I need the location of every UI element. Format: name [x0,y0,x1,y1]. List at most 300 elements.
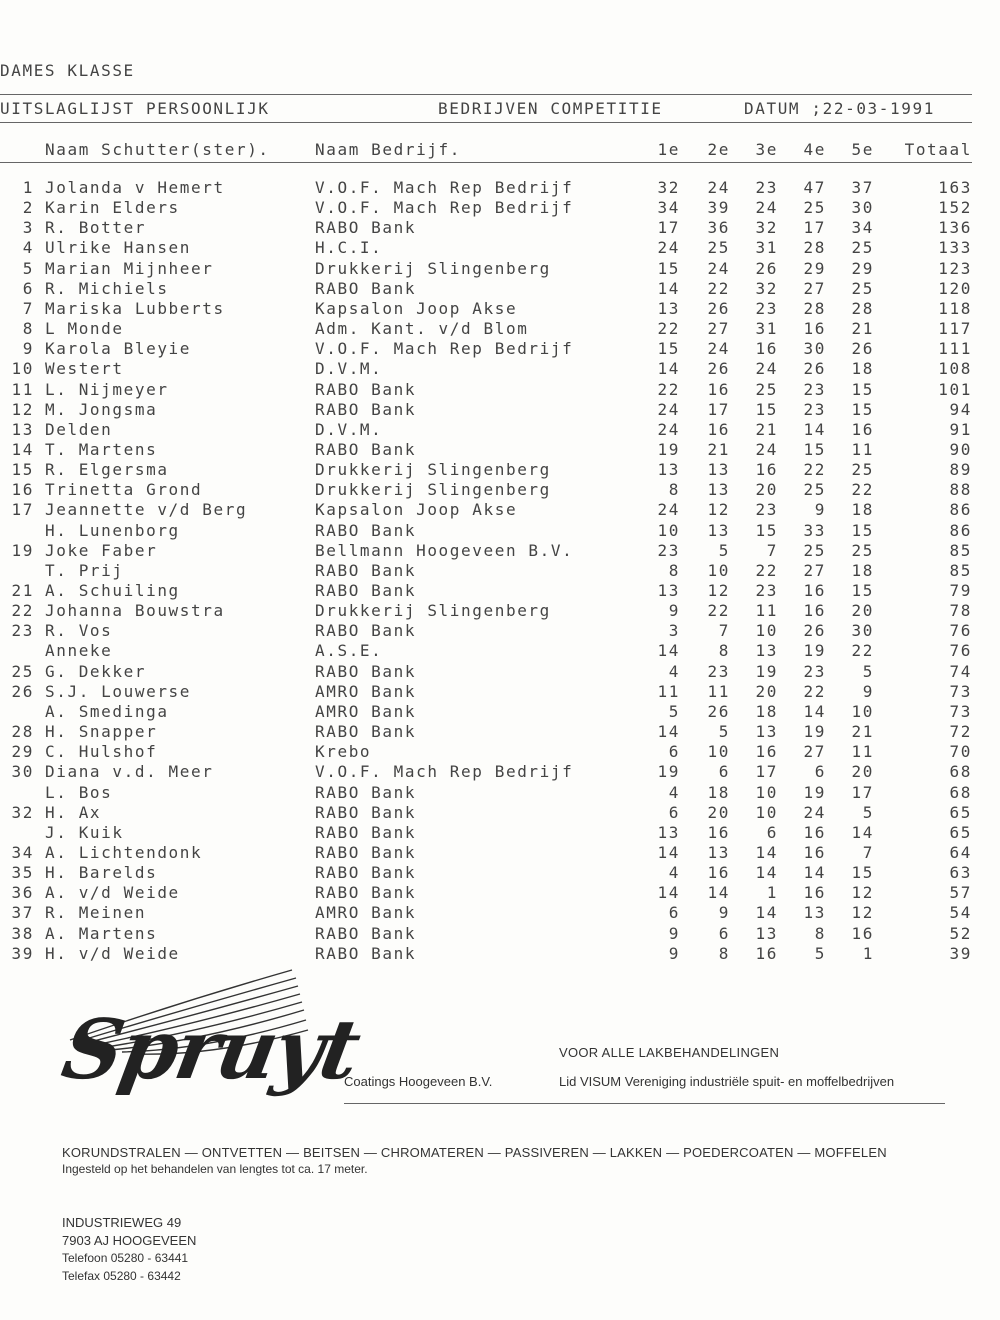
cell-score-1e: 6 [668,742,680,762]
address-street: INDUSTRIEWEG 49 [62,1215,182,1230]
cell-total: 90 [949,439,972,459]
cell-name: J. Kuik [45,822,124,842]
slogan: VOOR ALLE LAKBEHANDELINGEN [559,1045,780,1060]
cell-score-4e: 16 [803,842,826,862]
table-row [0,682,990,702]
cell-total: 73 [949,681,972,701]
cell-score-1e: 13 [657,460,680,480]
cell-score-5e: 21 [851,722,874,742]
cell-company: RABO Bank [315,842,417,862]
cell-score-5e: 7 [862,842,874,862]
column-header-1e: 1e [657,140,680,159]
cell-company: RABO Bank [315,520,417,540]
cell-company: Krebo [315,742,372,762]
cell-score-2e: 23 [707,661,730,681]
table-row [0,883,990,903]
cell-total: 85 [949,560,972,580]
cell-score-2e: 24 [707,258,730,278]
cell-score-5e: 15 [851,863,874,883]
cell-score-5e: 11 [851,439,874,459]
table-row [0,259,990,279]
cell-company: RABO Bank [315,822,417,842]
cell-score-2e: 14 [707,883,730,903]
cell-company: RABO Bank [315,782,417,802]
table-row [0,803,990,823]
cell-name: H. Lunenborg [45,520,180,540]
cell-score-1e: 11 [657,681,680,701]
cell-total: 65 [949,822,972,842]
cell-score-5e: 21 [851,319,874,339]
cell-total: 85 [949,540,972,560]
cell-rank: 16 [11,480,34,500]
cell-company: RABO Bank [315,399,417,419]
cell-name: Ulrike Hansen [45,238,192,258]
cell-total: 123 [938,258,972,278]
cell-score-4e: 14 [803,701,826,721]
cell-name: A. Lichtendonk [45,842,203,862]
cell-score-1e: 9 [668,923,680,943]
cell-score-2e: 16 [707,419,730,439]
logo-text: Spruyt [55,1002,366,1098]
cell-name: R. Meinen [45,903,147,923]
cell-rank: 30 [11,762,34,782]
cell-company: V.O.F. Mach Rep Bedrijf [315,198,574,218]
cell-company: AMRO Bank [315,903,417,923]
cell-score-3e: 18 [755,701,778,721]
cell-score-4e: 23 [803,379,826,399]
cell-score-5e: 12 [851,883,874,903]
cell-score-4e: 25 [803,540,826,560]
cell-score-2e: 16 [707,379,730,399]
table-row [0,823,990,843]
cell-name: Trinetta Grond [45,480,203,500]
cell-score-1e: 24 [657,238,680,258]
cell-score-4e: 22 [803,460,826,480]
cell-company: Kapsalon Joop Akse [315,500,518,520]
cell-score-3e: 14 [755,903,778,923]
cell-rank: 11 [11,379,34,399]
cell-company: V.O.F. Mach Rep Bedrijf [315,339,574,359]
table-row [0,279,990,299]
cell-name: A. Martens [45,923,158,943]
cell-score-5e: 25 [851,278,874,298]
spruyt-logo [55,962,366,1122]
cell-score-1e: 32 [657,178,680,197]
cell-name: H. Snapper [45,722,158,742]
cell-score-4e: 26 [803,359,826,379]
cell-total: 57 [949,883,972,903]
cell-company: RABO Bank [315,802,417,822]
cell-score-1e: 14 [657,842,680,862]
cell-score-1e: 34 [657,198,680,218]
cell-rank: 6 [22,278,34,298]
cell-score-1e: 10 [657,520,680,540]
cell-score-4e: 27 [803,560,826,580]
cell-score-4e: 28 [803,298,826,318]
cell-name: H. Ax [45,802,102,822]
cell-name: G. Dekker [45,661,147,681]
cell-score-5e: 10 [851,701,874,721]
cell-score-2e: 13 [707,460,730,480]
cell-name: Marian Mijnheer [45,258,214,278]
cell-score-1e: 24 [657,419,680,439]
table-row [0,521,990,541]
cell-score-5e: 20 [851,762,874,782]
cell-score-1e: 19 [657,762,680,782]
cell-total: 52 [949,923,972,943]
cell-score-3e: 17 [755,762,778,782]
cell-rank: 8 [22,319,34,339]
cell-score-5e: 1 [862,943,874,963]
cell-total: 39 [949,943,972,963]
cell-score-2e: 17 [707,399,730,419]
cell-rank: 37 [11,903,34,923]
cell-total: 118 [938,298,972,318]
cell-rank: 7 [22,298,34,318]
cell-score-3e: 13 [755,923,778,943]
cell-score-4e: 23 [803,661,826,681]
cell-score-4e: 5 [814,943,826,963]
column-header-total: Totaal [904,140,972,159]
cell-company: D.V.M. [315,359,383,379]
cell-score-3e: 1 [766,883,778,903]
cell-rank: 38 [11,923,34,943]
cell-score-3e: 24 [755,439,778,459]
cell-total: 88 [949,480,972,500]
cell-score-3e: 13 [755,722,778,742]
cell-score-3e: 14 [755,842,778,862]
cell-rank: 36 [11,883,34,903]
cell-score-5e: 26 [851,339,874,359]
table-row [0,722,990,742]
cell-name: Johanna Bouwstra [45,601,225,621]
cell-rank: 3 [22,218,34,238]
cell-score-5e: 12 [851,903,874,923]
company-name: Coatings Hoogeveen B.V. [344,1074,493,1089]
cell-score-1e: 4 [668,863,680,883]
cell-total: 133 [938,238,972,258]
cell-score-2e: 24 [707,339,730,359]
cell-rank: 2 [22,198,34,218]
cell-score-1e: 15 [657,258,680,278]
cell-score-4e: 13 [803,903,826,923]
cell-rank: 28 [11,722,34,742]
cell-name: Jeannette v/d Berg [45,500,248,520]
cell-score-1e: 23 [657,540,680,560]
cell-score-4e: 14 [803,419,826,439]
cell-score-1e: 22 [657,319,680,339]
cell-rank: 22 [11,601,34,621]
cell-score-4e: 16 [803,883,826,903]
cell-score-5e: 18 [851,500,874,520]
class-title: DAMES KLASSE [0,61,135,80]
column-header-5e: 5e [851,140,874,159]
cell-score-4e: 28 [803,238,826,258]
cell-score-5e: 30 [851,198,874,218]
table-row [0,843,990,863]
cell-score-1e: 4 [668,782,680,802]
cell-company: Adm. Kant. v/d Blom [315,319,529,339]
cell-total: 68 [949,762,972,782]
cell-score-2e: 39 [707,198,730,218]
cell-score-4e: 33 [803,520,826,540]
cell-name: R. Vos [45,621,113,641]
cell-total: 136 [938,218,972,238]
cell-company: RABO Bank [315,661,417,681]
cell-score-2e: 12 [707,581,730,600]
cell-name: Westert [45,359,124,379]
cell-score-3e: 20 [755,480,778,500]
table-row [0,783,990,803]
cell-total: 68 [949,782,972,802]
cell-score-3e: 23 [755,178,778,197]
cell-score-5e: 30 [851,621,874,641]
cell-score-3e: 32 [755,278,778,298]
cell-score-1e: 13 [657,822,680,842]
cell-score-1e: 13 [657,298,680,318]
cell-name: H. Barelds [45,863,158,883]
cell-score-2e: 22 [707,278,730,298]
cell-score-5e: 14 [851,822,874,842]
table-row [0,299,990,319]
cell-score-3e: 16 [755,460,778,480]
cell-score-1e: 6 [668,802,680,822]
cell-score-5e: 15 [851,581,874,600]
cell-score-3e: 6 [766,822,778,842]
cell-score-2e: 9 [718,903,730,923]
cell-score-3e: 21 [755,419,778,439]
cell-company: RABO Bank [315,923,417,943]
cell-name: L. Nijmeyer [45,379,169,399]
cell-rank: 4 [22,238,34,258]
cell-name: A. Schuiling [45,581,180,600]
cell-company: D.V.M. [315,419,383,439]
cell-company: RABO Bank [315,581,417,600]
cell-rank: 12 [11,399,34,419]
table-row [0,641,990,661]
table-row [0,460,990,480]
cell-score-4e: 25 [803,198,826,218]
cell-score-2e: 12 [707,500,730,520]
cell-score-5e: 18 [851,359,874,379]
table-row [0,319,990,339]
divider-header [0,122,972,123]
cell-score-2e: 13 [707,842,730,862]
cell-name: A. v/d Weide [45,883,180,903]
table-row [0,621,990,641]
cell-score-1e: 5 [668,701,680,721]
cell-score-5e: 34 [851,218,874,238]
table-row [0,944,990,964]
cell-rank: 9 [22,339,34,359]
cell-score-2e: 10 [707,560,730,580]
cell-score-4e: 17 [803,218,826,238]
cell-score-5e: 15 [851,520,874,540]
cell-score-3e: 23 [755,500,778,520]
cell-score-3e: 32 [755,218,778,238]
cell-score-2e: 13 [707,520,730,540]
competition-title: BEDRIJVEN COMPETITIE [438,99,663,118]
cell-rank: 34 [11,842,34,862]
cell-rank: 26 [11,681,34,701]
column-header-2e: 2e [707,140,730,159]
cell-score-1e: 9 [668,601,680,621]
cell-score-3e: 19 [755,661,778,681]
cell-score-3e: 16 [755,339,778,359]
cell-score-2e: 11 [707,681,730,701]
cell-score-1e: 3 [668,621,680,641]
cell-score-2e: 27 [707,319,730,339]
cell-name: Jolanda v Hemert [45,178,225,197]
cell-total: 74 [949,661,972,681]
cell-total: 73 [949,701,972,721]
cell-total: 91 [949,419,972,439]
cell-score-1e: 22 [657,379,680,399]
cell-score-5e: 28 [851,298,874,318]
cell-score-3e: 31 [755,238,778,258]
cell-score-3e: 10 [755,802,778,822]
cell-score-4e: 26 [803,621,826,641]
cell-name: M. Jongsma [45,399,158,419]
cell-rank: 25 [11,661,34,681]
divider-columns [0,162,972,163]
cell-score-5e: 37 [851,178,874,197]
cell-score-1e: 4 [668,661,680,681]
cell-score-3e: 25 [755,379,778,399]
table-row [0,924,990,944]
cell-total: 72 [949,722,972,742]
fax-number: Telefax 05280 - 63442 [62,1269,181,1283]
cell-name: Joke Faber [45,540,158,560]
cell-score-2e: 21 [707,439,730,459]
cell-name: L Monde [45,319,124,339]
cell-score-2e: 24 [707,178,730,197]
address-city: 7903 AJ HOOGEVEEN [62,1233,197,1248]
cell-score-2e: 6 [718,762,730,782]
cell-score-3e: 15 [755,399,778,419]
cell-score-4e: 29 [803,258,826,278]
cell-company: V.O.F. Mach Rep Bedrijf [315,762,574,782]
table-row [0,420,990,440]
cell-score-4e: 16 [803,601,826,621]
cell-score-2e: 18 [707,782,730,802]
cell-score-3e: 20 [755,681,778,701]
cell-score-5e: 5 [862,661,874,681]
cell-total: 94 [949,399,972,419]
table-row [0,238,990,258]
cell-score-2e: 36 [707,218,730,238]
cell-company: RABO Bank [315,883,417,903]
cell-total: 64 [949,842,972,862]
cell-name: R. Michiels [45,278,169,298]
cell-score-5e: 15 [851,399,874,419]
cell-score-3e: 10 [755,782,778,802]
table-row [0,480,990,500]
cell-rank: 1 [22,178,34,197]
cell-name: A. Smedinga [45,701,169,721]
cell-score-3e: 24 [755,359,778,379]
cell-company: RABO Bank [315,722,417,742]
cell-score-4e: 27 [803,278,826,298]
cell-name: Anneke [45,641,113,661]
cell-company: Drukkerij Slingenberg [315,601,551,621]
cell-score-2e: 8 [718,641,730,661]
cell-total: 120 [938,278,972,298]
cell-score-2e: 16 [707,822,730,842]
phone-number: Telefoon 05280 - 63441 [62,1251,189,1265]
table-row [0,500,990,520]
cell-total: 70 [949,742,972,762]
cell-score-1e: 13 [657,581,680,600]
cell-score-1e: 6 [668,903,680,923]
column-header-company: Naam Bedrijf. [315,140,462,159]
cell-total: 111 [938,339,972,359]
cell-score-2e: 13 [707,480,730,500]
cell-name: H. v/d Weide [45,943,180,963]
cell-company: RABO Bank [315,278,417,298]
cell-score-5e: 5 [862,802,874,822]
cell-rank: 21 [11,581,34,600]
cell-rank: 5 [22,258,34,278]
cell-company: Bellmann Hoogeveen B.V. [315,540,574,560]
cell-total: 78 [949,601,972,621]
table-row [0,198,990,218]
cell-score-1e: 14 [657,359,680,379]
cell-company: RABO Bank [315,218,417,238]
cell-score-4e: 47 [803,178,826,197]
table-row [0,359,990,379]
column-header-name: Naam Schutter(ster). [45,140,270,159]
cell-score-4e: 6 [814,762,826,782]
cell-score-3e: 23 [755,298,778,318]
table-row [0,218,990,238]
cell-score-3e: 13 [755,641,778,661]
cell-score-4e: 14 [803,863,826,883]
divider-top [0,94,972,95]
cell-score-5e: 15 [851,379,874,399]
cell-total: 65 [949,802,972,822]
cell-company: RABO Bank [315,379,417,399]
cell-total: 163 [938,178,972,197]
cell-rank: 23 [11,621,34,641]
cell-total: 117 [938,319,972,339]
cell-rank: 19 [11,540,34,560]
cell-company: AMRO Bank [315,701,417,721]
cell-score-5e: 9 [862,681,874,701]
cell-rank: 14 [11,439,34,459]
cell-score-4e: 16 [803,822,826,842]
cell-rank: 32 [11,802,34,822]
cell-score-4e: 27 [803,742,826,762]
cell-score-4e: 16 [803,319,826,339]
cell-company: A.S.E. [315,641,383,661]
membership-line: Lid VISUM Vereniging industriële spuit- en moffelbedrijven [559,1074,895,1089]
cell-score-3e: 15 [755,520,778,540]
services-list: KORUNDSTRALEN — ONTVETTEN — BEITSEN — CHROMATEREN — PASSIVEREN — LAKKEN — POEDERCOATEN — MOFFELEN [62,1145,887,1160]
table-row [0,863,990,883]
cell-score-1e: 15 [657,339,680,359]
cell-score-3e: 24 [755,198,778,218]
cell-score-4e: 25 [803,480,826,500]
cell-score-5e: 29 [851,258,874,278]
column-header-3e: 3e [755,140,778,159]
cell-name: R. Botter [45,218,147,238]
table-row [0,903,990,923]
list-title: UITSLAGLIJST PERSOONLIJK [0,99,270,118]
table-row [0,601,990,621]
cell-score-5e: 22 [851,641,874,661]
cell-name: R. Elgersma [45,460,169,480]
